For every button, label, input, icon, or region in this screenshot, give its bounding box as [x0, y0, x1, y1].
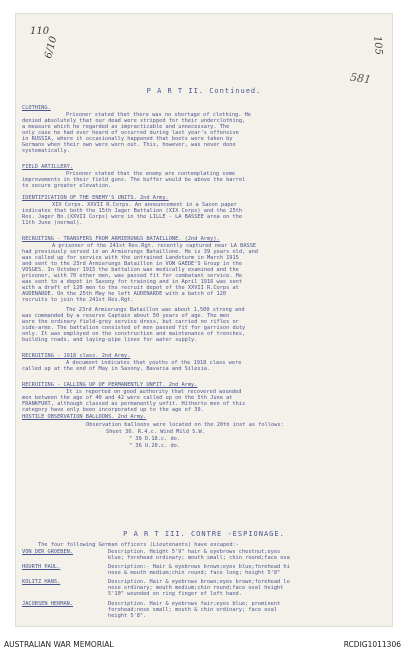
text-line: had previously served in an Armierungs Bataillone. He is 39 years old, and [22, 249, 258, 255]
person-name: VON DER GROEBEN. [22, 549, 74, 555]
text-line: Res. Jager Bn.(XXVII Corps) were in the LILLE - LA BASSEE area on the [22, 214, 243, 220]
person-name: HOURTH PAUL. [22, 564, 61, 570]
text-line: building roads, and laying-pipe lines for water supply. [22, 337, 198, 343]
text-line: to secure greater elevation. [22, 183, 112, 189]
text-line: XIX Corps. XXVII R.Corps. An announcement in a Saxon paper [52, 202, 237, 208]
part-two-heading: P A R T II. Continued. [146, 87, 262, 95]
text-line: category have only been incorporated up to the age of 39. [22, 407, 204, 413]
text-line: with a draft of 120 men to the recruit depot of the XXVII R.Corps at [22, 285, 239, 291]
text-line: was commanded by a reserve Captain about 50 years of age. The men [22, 313, 230, 319]
text-line: prisoner, with 70 other men, was passed fit for combatant service. He [22, 273, 243, 279]
text-line: Description. Hair & eyebrows brown;eyes brown;forehead lo [108, 579, 290, 585]
text-line: The four following German officers (Lieutenants) have escaped:- [38, 542, 239, 548]
text-line: A document indicates that youths of the 1918 class were [66, 360, 242, 366]
text-line: 5'10" wounded on ring finger of left hand. [108, 591, 242, 597]
text-line: denied absolutely that our dead were stripped for their underclothing, [22, 118, 246, 124]
text-line: height 5'8". [108, 613, 147, 619]
text-line: recruits to join the 241st Res.Rgt. [22, 297, 134, 303]
text-line: nose & mouth medium;chin round; face long; height 5'8" [108, 570, 281, 576]
section-heading: RECRUITING - CALLING UP OF PERMANENTLY UNFIT. 2nd Army. [22, 382, 198, 388]
handwritten-annotation: 6/10 [43, 35, 60, 60]
text-line: nose ordinary; mouth medium;chin round;face oval height [108, 585, 284, 591]
document-page [16, 14, 392, 626]
text-line: side-arms. The battalion consisted of men passed fit for garrison duty [22, 325, 246, 331]
text-line: FRANKFURT, although classed as permanently unfit. Hitherto men of this [22, 401, 246, 407]
handwritten-annotation: 110 [30, 26, 50, 37]
text-line: a measure which he regarded as impracticable and unnecessary. The [22, 124, 230, 130]
text-line: blue; forehead ordinary; mouth small; chin round;face ova [108, 555, 290, 561]
text-line: only case he had ever heard of occurred during last year's offensive [22, 130, 239, 136]
text-line: A prisoner of the 241st Res.Rgt. recently captured near LA BASSE [52, 243, 257, 249]
text-line: Prisoner stated that the enemy are contemplating some [66, 171, 236, 177]
text-line: Description. Height 5'9" hair & eyebrows chestnut;eyes [108, 549, 281, 555]
text-line: and sent to the 23rd Armierungs Bataillon in VON GAEDE'S Group in the [22, 261, 243, 267]
section-heading: IDENTIFICATION OF THE ENEMY'S UNITS. 2nd Army. [22, 195, 169, 201]
text-line: only. It was employed on the construction and maintenance of trenches, [22, 331, 246, 337]
text-line: Sheet 36. R.4.c. Wind Mild S.W. [106, 429, 205, 435]
handwritten-page-number: 581 [349, 70, 372, 87]
person-name: JACOBSEN HERMAN. [22, 601, 74, 607]
text-line: It is reported on good authority that recovered wounded [66, 389, 242, 395]
text-line: forehead;nose small; mouth & chin ordinary; face oval [108, 607, 278, 613]
text-line: Description. Hair & eyebrows fair;eyes blue; prominent [108, 601, 281, 607]
text-line: wore the ordinary field-grey service dress, but carried no rifles or [22, 319, 239, 325]
text-line: AUDENARDE. On the 25th May he left AUDENARDE with a batch of 120 [22, 291, 227, 297]
text-line: The 23rd Armierungs Bataillon was about 1,500 strong and [66, 307, 245, 313]
text-line: indicates that both the 15th Jager Battalion (XIX Corps) and the 25th [22, 208, 243, 214]
text-line: VOSGES. In October 1915 the battalion was medically examined and the [22, 267, 239, 273]
handwritten-annotation: 105 [371, 35, 384, 56]
text-line: 11th June (normal). [22, 220, 83, 226]
part-three-heading: P A R T III. CONTRE -ESPIONAGE. [123, 530, 285, 538]
section-heading: FIELD ARTILLERY. [22, 164, 74, 170]
text-line: was sent to a depot in Saxony for training and in April 1916 was sent [22, 279, 243, 285]
section-heading: RECRUITING - TRANSFERS FROM ARMIERUNGS BATAILLONE. (2nd Army). [22, 236, 220, 242]
text-line: systematically. [22, 148, 70, 154]
text-line: men between the age of 40 and 42 were called up on the 5th June at [22, 395, 233, 401]
text-line: Observation balloons were located on the 20th inst as follows: [86, 422, 284, 428]
section-heading: CLOTHING. [22, 105, 51, 111]
text-line: " 36 U.20.c. do. [129, 443, 181, 449]
footer-source: AUSTRALIAN WAR MEMORIAL [4, 640, 114, 649]
text-line: " 36 D.18.c. do. [129, 436, 181, 442]
text-line: called up at the end of May in Saxony, Bavaria and Silesia. [22, 366, 211, 372]
text-line: Prisoner stated that there was no shortage of clothing. He [66, 112, 251, 118]
text-line: Description:- Hair & eyebrows brown;eyes blue;forehead hi [108, 564, 290, 570]
text-line: improvements in their field guns. The buffer would be above the barrel [22, 177, 246, 183]
section-heading: HOSTILE OBSERVATION BALLOONS. 2nd Army. [22, 414, 147, 420]
person-name: KOLITZ HANS. [22, 579, 61, 585]
footer-id: RCDIG1011306 [343, 640, 401, 649]
text-line: in RUSSIA, where it occasionally happened that boots were taken by [22, 136, 233, 142]
text-line: Germans when their own were worn out. This, however, was never done [22, 142, 236, 148]
text-line: was called up for service with the untrained Landsturm in March 1915 [22, 255, 239, 261]
section-heading: RECRUITING - 1918 class. 2nd Army. [22, 353, 131, 359]
